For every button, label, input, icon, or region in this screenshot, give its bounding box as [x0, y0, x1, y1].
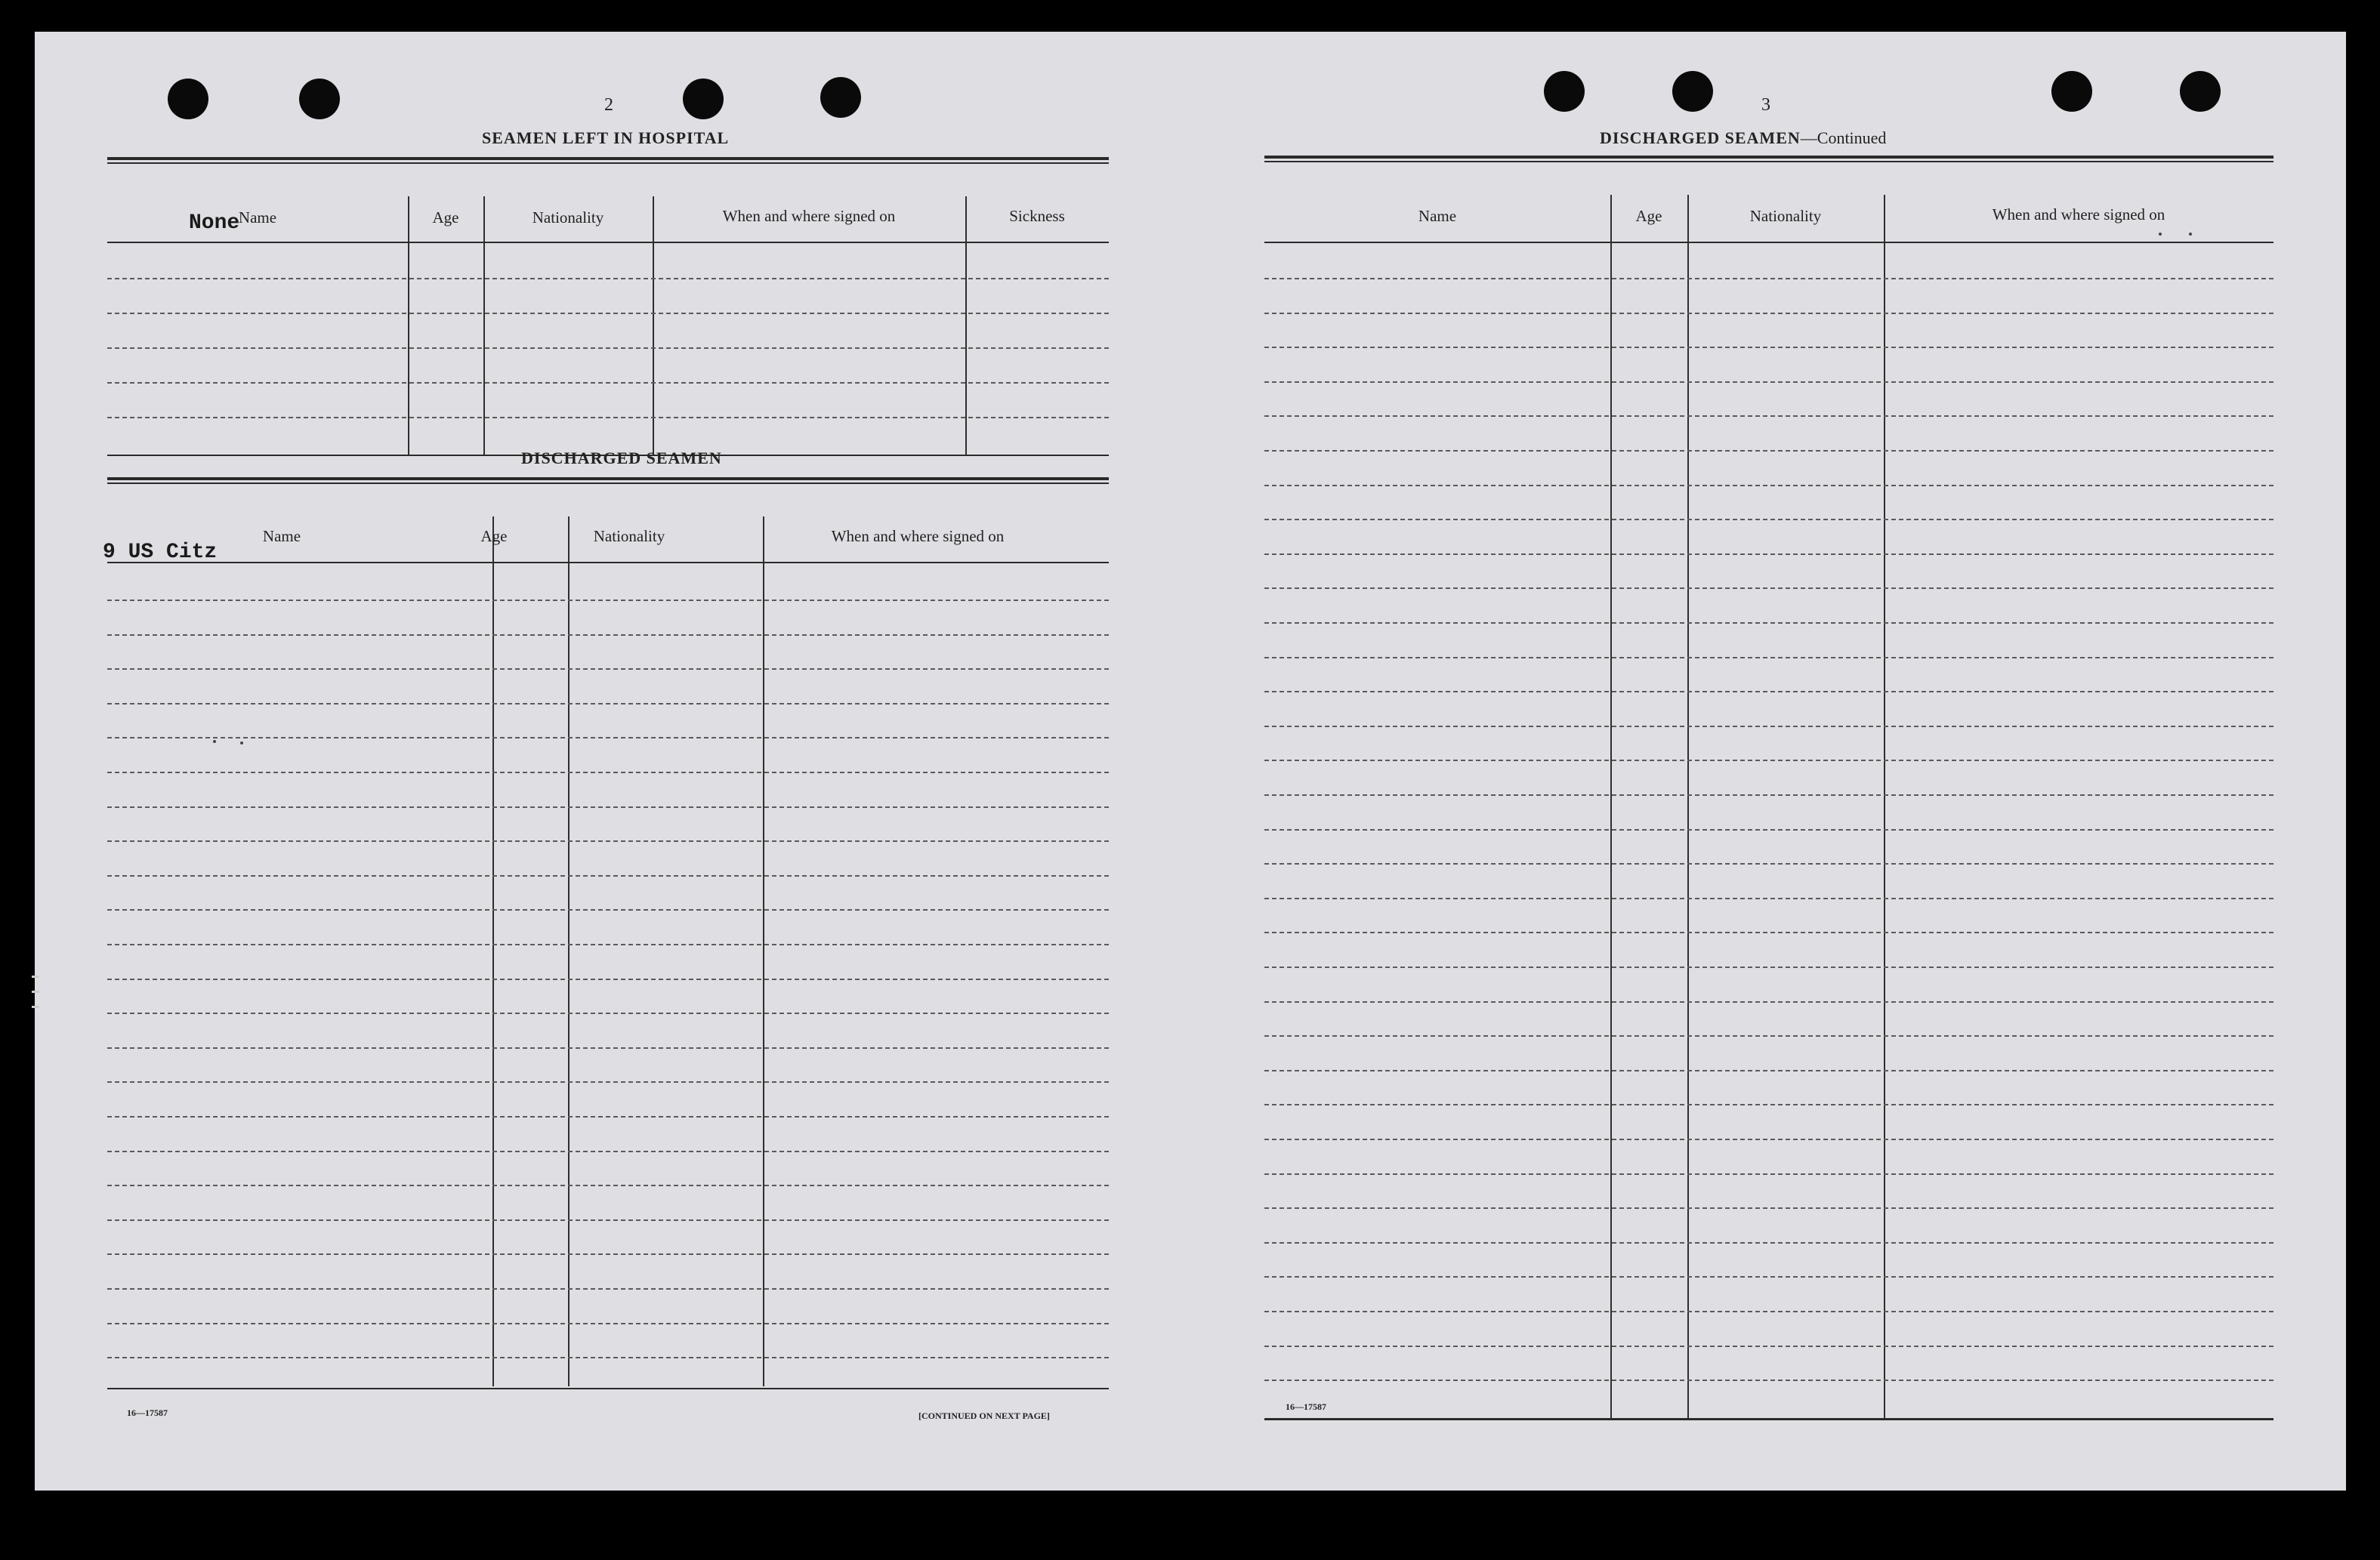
row-rule	[1264, 1035, 2274, 1037]
hospital-section-title: SEAMEN LEFT IN HOSPITAL	[482, 128, 730, 147]
row-rule	[107, 875, 1109, 877]
row-rule	[107, 347, 1109, 349]
stray-mark	[240, 741, 243, 745]
row-rule	[1264, 1346, 2274, 1347]
row-rule	[1264, 726, 2274, 727]
col-header-age: Age	[1635, 207, 1662, 225]
row-rule	[1264, 691, 2274, 692]
row-rule	[1264, 1380, 2274, 1381]
row-rule	[1264, 1311, 2274, 1312]
row-rule	[1264, 587, 2274, 589]
row-rule	[1264, 519, 2274, 520]
row-rule	[1264, 794, 2274, 796]
discharged-section-title: DISCHARGED SEAMEN	[521, 449, 722, 467]
col-header-name: Name	[262, 527, 301, 545]
table-rule	[107, 157, 1109, 160]
row-rule	[1264, 415, 2274, 417]
punch-hole	[168, 79, 208, 119]
punch-hole	[820, 77, 861, 118]
edge-mark	[32, 1006, 39, 1008]
row-rule	[1264, 657, 2274, 658]
row-rule	[107, 1185, 1109, 1186]
row-rule	[1264, 381, 2274, 383]
row-rule	[1264, 347, 2274, 348]
row-rule	[1264, 898, 2274, 899]
form-number-left: 16—17587	[127, 1407, 168, 1418]
row-rule	[1264, 760, 2274, 761]
row-rule	[107, 979, 1109, 980]
row-rule	[107, 909, 1109, 911]
row-rule	[1264, 1242, 2274, 1244]
discharged-entry: 9 US Citz	[103, 541, 218, 564]
discharged-table-right	[1264, 156, 2274, 1421]
row-rule	[107, 1047, 1109, 1049]
column-divider	[1687, 195, 1689, 1418]
row-rule	[107, 1288, 1109, 1290]
continued-note: [CONTINUED ON NEXT PAGE]	[918, 1410, 1050, 1421]
form-number-right: 16—17587	[1286, 1401, 1326, 1412]
table-rule	[107, 482, 1109, 484]
column-divider	[763, 516, 764, 1386]
row-rule	[107, 1357, 1109, 1358]
row-rule	[107, 1323, 1109, 1324]
row-rule	[107, 703, 1109, 704]
page-number-right: 3	[1761, 95, 1770, 115]
row-rule	[1264, 932, 2274, 933]
column-divider	[1884, 195, 1885, 1418]
row-rule	[1264, 1139, 2274, 1140]
col-header-nationality: Nationality	[1749, 207, 1822, 225]
header-rule	[107, 562, 1109, 563]
row-rule	[1264, 1104, 2274, 1105]
title-continued: —Continued	[1800, 128, 1887, 147]
col-header-age: Age	[480, 527, 508, 545]
discharged-continued-title	[1600, 128, 1886, 148]
punch-hole	[2180, 71, 2221, 112]
document-sheet	[35, 32, 2346, 1491]
edge-mark	[32, 976, 39, 978]
row-rule	[1264, 1001, 2274, 1003]
row-rule	[107, 1253, 1109, 1255]
row-rule	[107, 600, 1109, 601]
row-rule	[107, 313, 1109, 314]
row-rule	[107, 840, 1109, 842]
row-rule	[107, 1081, 1109, 1083]
row-rule	[107, 737, 1109, 738]
row-rule	[1264, 553, 2274, 555]
column-divider	[568, 516, 570, 1386]
row-rule	[1264, 863, 2274, 865]
col-header-when-where: When and where signed on	[831, 527, 1005, 545]
table-bottom-rule	[107, 1388, 1109, 1389]
hospital-entry: None	[189, 211, 240, 235]
row-rule	[1264, 485, 2274, 486]
row-rule	[107, 1219, 1109, 1221]
row-rule	[107, 1116, 1109, 1118]
punch-hole	[1672, 71, 1713, 112]
column-divider	[1610, 195, 1612, 1418]
row-rule	[107, 806, 1109, 808]
col-header-name: Name	[238, 208, 277, 227]
table-rule	[107, 162, 1109, 164]
stray-mark	[213, 740, 216, 743]
header-rule	[107, 242, 1109, 243]
row-rule	[1264, 278, 2274, 279]
row-rule	[1264, 1173, 2274, 1175]
table-rule	[1264, 156, 2274, 159]
row-rule	[1264, 313, 2274, 314]
col-header-nationality: Nationality	[532, 208, 604, 227]
col-header-nationality: Nationality	[593, 527, 665, 545]
row-rule	[1264, 829, 2274, 831]
row-rule	[1264, 967, 2274, 968]
table-rule	[107, 477, 1109, 480]
col-header-when-where: When and where signed on	[722, 207, 896, 225]
row-rule	[107, 634, 1109, 636]
title-main: DISCHARGED SEAMEN	[1600, 128, 1801, 147]
punch-hole	[683, 79, 724, 119]
edge-mark	[32, 991, 39, 993]
row-rule	[107, 772, 1109, 773]
page-number-left: 2	[604, 95, 613, 115]
punch-hole	[1544, 71, 1585, 112]
row-rule	[107, 382, 1109, 384]
punch-hole	[299, 79, 340, 119]
col-header-name: Name	[1418, 207, 1457, 225]
row-rule	[1264, 1276, 2274, 1278]
col-header-age: Age	[432, 208, 459, 227]
hospital-table	[107, 157, 1109, 461]
row-rule	[107, 278, 1109, 279]
row-rule	[1264, 1207, 2274, 1209]
punch-hole	[2051, 71, 2092, 112]
header-rule	[1264, 242, 2274, 243]
col-header-sickness: Sickness	[1009, 207, 1065, 225]
stray-mark	[2159, 233, 2162, 236]
col-header-when-where: When and where signed on	[1992, 205, 2165, 224]
row-rule	[107, 1013, 1109, 1014]
row-rule	[1264, 450, 2274, 452]
row-rule	[107, 944, 1109, 945]
table-rule	[1264, 161, 2274, 162]
row-rule	[107, 1151, 1109, 1152]
table-bottom-rule	[1264, 1418, 2274, 1420]
row-rule	[107, 417, 1109, 418]
stray-mark	[2189, 233, 2192, 236]
discharged-table-left	[107, 477, 1109, 1398]
column-divider	[492, 516, 494, 1386]
row-rule	[107, 668, 1109, 670]
row-rule	[1264, 622, 2274, 624]
row-rule	[1264, 1070, 2274, 1071]
